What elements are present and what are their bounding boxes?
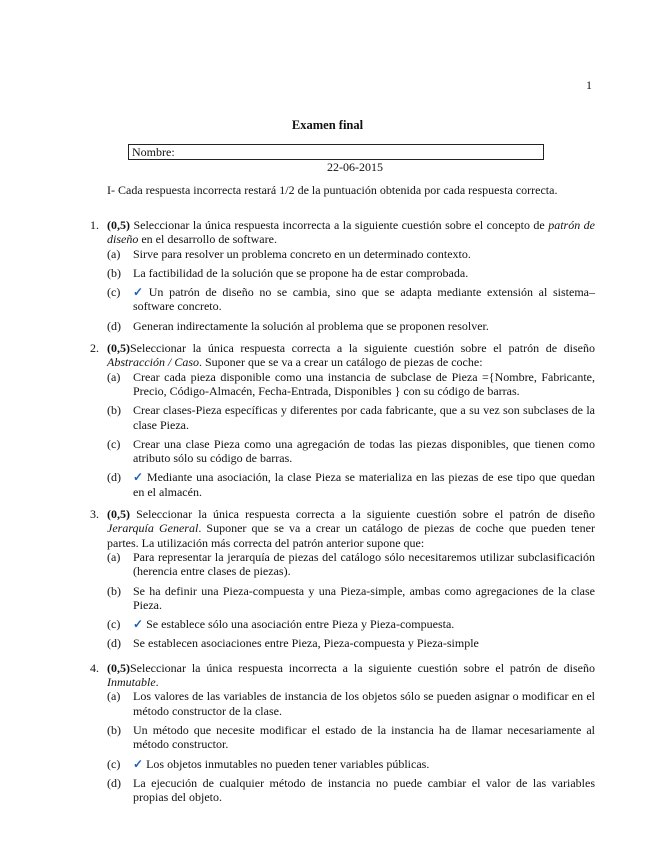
question-number: 4. [90,660,99,675]
check-icon: ✓ [133,285,146,300]
option-text: Generan indirectamente la solución al problema que se proponen resolver. [133,318,489,333]
check-icon: ✓ [133,470,144,485]
question-points: (0,5) [107,507,130,522]
option-text: Los valores de las variables de instancia de los objetos sólo se pueden asignar o modificar en el método constructor de la clase. [133,689,595,718]
option-text: Crear una clase Pieza como una agregación de todas las piezas disponibles, que tienen como atributo sólo su código de barras. [133,436,595,466]
question-pattern-name: Jerarquía General [107,521,199,536]
question-pattern-name: Inmutable [107,675,156,690]
answer-option[interactable] [107,370,595,399]
instructions: I- Cada respuesta incorrecta restará 1/2 de la puntuación obtenida por cada respuesta correcta. [107,183,558,197]
option-label: (a) [107,689,121,704]
question-text-part: Seleccionar la única respuesta incorrecta a la siguiente cuestión sobre el concepto de [130,218,549,232]
question-points: (0,5) [107,341,130,356]
answer-option[interactable] [107,636,595,650]
question [90,218,595,333]
question-text-part: Seleccionar la única respuesta correcta a la siguiente cuestión sobre el patrón de diseño [130,507,595,522]
answer-option[interactable] [107,689,595,718]
answer-option[interactable] [107,319,595,333]
option-label: (a) [107,246,121,261]
answer-option[interactable] [107,757,595,771]
question-number: 2. [90,341,99,356]
exam-date: 22-06-2015 [327,160,383,174]
option-text: La factibilidad de la solución que se propone ha de estar comprobada. [133,265,469,280]
page-number: 1 [586,78,592,92]
answer-option[interactable] [107,617,595,631]
question-text-part: . Suponer que se va a crear un catálogo de piezas de coche que pueden tener partes. La utilización más correcta del patrón anterior supone que: [107,521,595,550]
question-number: 3. [90,507,99,522]
option-label: (d) [107,775,121,790]
exam-title: Examen final [291,118,364,132]
question-points: (0,5) [107,660,130,675]
question-points: (0,5) [107,218,130,232]
option-text: Se ha definir una Pieza-compuesta y una Pieza-simple, ambas como agregaciones de la clase Pieza. [133,583,595,612]
question-text-part: en el desarrollo de software. [138,232,277,247]
question-text-part: . [155,675,159,690]
option-label: (c) [107,436,121,451]
answer-option[interactable] [107,584,595,613]
option-label: (d) [107,470,121,485]
answer-option[interactable] [107,247,595,261]
question-text-part: . Suponer que se va a crear un catálogo de piezas de coche: [199,355,483,370]
option-text: Crear clases-Pieza específicas y diferentes por cada fabricante, que a su vez son subclases de la clase Pieza. [133,403,595,432]
question-text-part: Seleccionar la única respuesta incorrecta a la siguiente cuestión sobre el patrón de diseño [130,660,595,675]
answer-option[interactable] [107,776,595,805]
option-label: (c) [107,285,121,300]
question-text-part: Seleccionar la única respuesta correcta a la siguiente cuestión sobre el patrón de diseño [130,341,595,356]
question [90,507,595,651]
question-list [90,218,595,804]
option-text: Mediante una asociación, la clase Pieza se materializa en las piezas de ese tipo que quedan en el almacén. [133,470,595,499]
check-icon: ✓ [133,617,144,632]
option-text: Se establece sólo una asociación entre Pieza y Pieza-compuesta. [146,617,455,632]
option-label: (c) [107,756,121,771]
option-label: (a) [107,369,121,384]
option-text: Sirve para resolver un problema concreto en un determinado contexto. [133,246,471,261]
question-text [107,341,595,370]
answer-option[interactable] [107,285,595,314]
check-icon: ✓ [133,756,144,771]
option-label: (d) [107,636,121,651]
name-field[interactable] [128,144,544,160]
question [90,341,595,499]
answer-option[interactable] [107,437,595,466]
option-label: (d) [107,318,121,333]
question-pattern-name: Abstracción / Caso [107,355,199,370]
option-text: Crear cada pieza disponible como una instancia de subclase de Pieza ={Nombre, Fabricante, Precio, Código-Almacén, Fecha-Entrada, Disponibles } con su código de barras. [133,369,595,398]
question-text [107,218,595,247]
option-text: Un patrón de diseño no se cambia, sino que se adapta mediante extensión al sistema–software concreto. [133,285,595,314]
answer-option[interactable] [107,470,595,499]
option-text: Los objetos inmutables no pueden tener variables públicas. [146,756,430,771]
option-text: Se establecen asociaciones entre Pieza, Pieza-compuesta y Pieza-simple [133,636,479,651]
option-text: La ejecución de cualquier método de instancia no puede cambiar el valor de las variables propias del objeto. [133,775,595,805]
answer-option[interactable] [107,403,595,432]
answer-option[interactable] [107,550,595,579]
option-label: (b) [107,265,121,280]
question-text [107,507,595,550]
option-label: (c) [107,617,121,632]
option-label: (b) [107,403,121,418]
option-text: Para representar la jerarquía de piezas del catálogo sólo necesitaremos utilizar subclasificación (herencia entre clases de piezas). [133,549,595,579]
option-label: (a) [107,549,121,564]
answer-option[interactable] [107,723,595,752]
question-pattern-name: patrón de diseño [107,218,595,247]
question [90,661,595,805]
question-number: 1. [90,218,99,232]
option-label: (b) [107,583,121,598]
name-label: Nombre: [132,145,175,159]
question-text [107,661,595,690]
answer-option[interactable] [107,266,595,280]
option-text: Un método que necesite modificar el estado de la instancia ha de llamar necesariamente al método constructor. [133,722,595,752]
option-label: (b) [107,722,121,737]
